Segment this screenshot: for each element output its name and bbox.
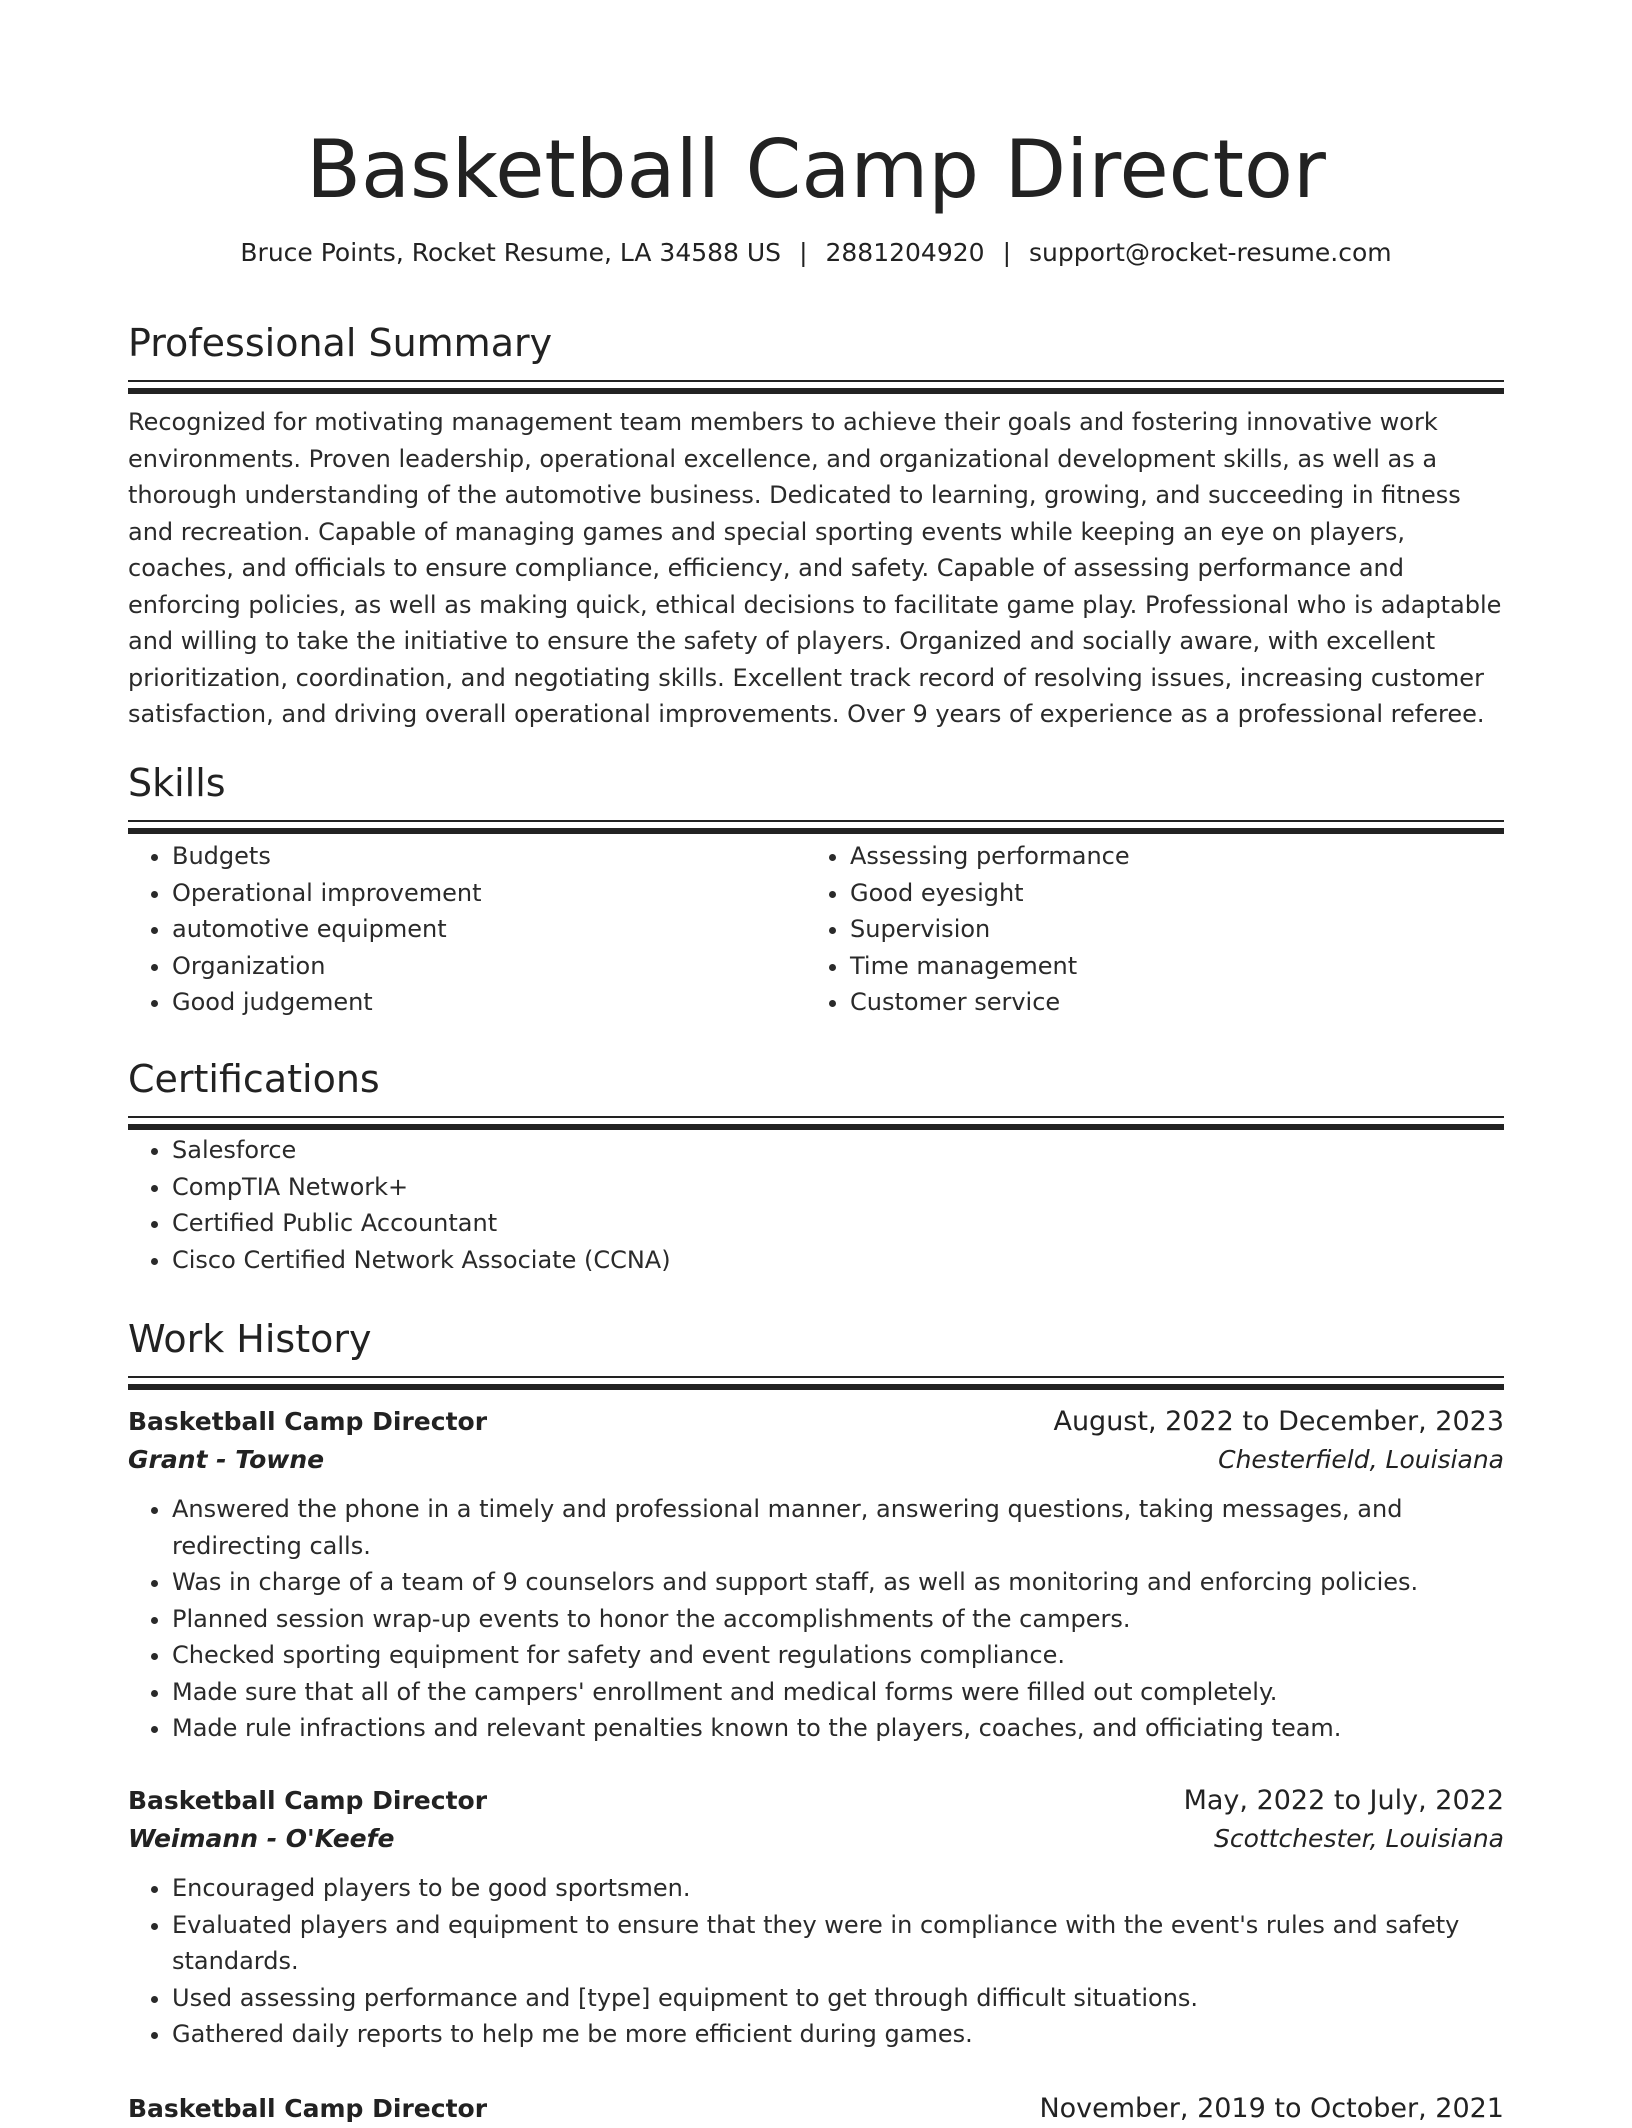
skills-list-left [128, 838, 806, 1021]
job-dates: November, 2019 to October, 2021 [1039, 2093, 1504, 2124]
job-location: Scottchester, Louisiana [1213, 1824, 1504, 1853]
skill-item: • Time management [850, 948, 1550, 985]
job-bullet: • Encouraged players to be good sportsmen. [172, 1870, 1504, 1907]
certification-item: • Certified Public Accountant [172, 1205, 1504, 1242]
resume-page [128, 0, 1504, 2124]
skill-item: • Customer service [850, 984, 1550, 1021]
section-divider [128, 820, 1504, 822]
job-bullet: • Made rule infractions and relevant penalties known to the players, coaches, and officiating team. [172, 1710, 1504, 1747]
summary-text: Recognized for motivating management team members to achieve their goals and fostering innovative work environments. Proven leadership, operational excellence, and organizational development skills, as well as a thorough understanding of the automotive business. Dedicated to learning, growing, and succeeding in fitness and recreation. Capable of managing games and special sporting events while keeping an eye on players, coaches, and officials to ensure compliance, efficiency, and safety. Capable of assessing performance and enforcing policies, as well as making quick, ethical decisions to facilitate game play. Professional who is adaptable and willing to take the initiative to ensure the safety of players. Organized and socially aware, with excellent prioritization, coordination, and negotiating skills. Excellent track record of resolving issues, increasing customer satisfaction, and driving overall operational improvements. Over 9 years of experience as a professional referee. [128, 408, 1502, 728]
job-location: Chesterfield, Louisiana [1218, 1445, 1504, 1474]
section-heading-skills: Skills [128, 761, 226, 805]
job-title: Basketball Camp Director [128, 1407, 488, 1436]
section-heading-work-history: Work History [128, 1317, 372, 1361]
skills-list-right [806, 838, 1550, 1021]
certification-item: • Cisco Certified Network Associate (CCNA) [172, 1242, 1504, 1279]
job-title: Basketball Camp Director [128, 2094, 488, 2123]
contact-email[interactable]: support@rocket-resume.com [1029, 238, 1392, 267]
job-subheader [128, 1441, 1504, 1479]
skill-item: • Operational improvement [172, 875, 806, 912]
section-divider [128, 1116, 1504, 1118]
job-subheader [128, 1820, 1504, 1858]
certification-item: • CompTIA Network+ [172, 1169, 1504, 1206]
job-bullet: • Made sure that all of the campers' enrollment and medical forms were filled out completely. [172, 1674, 1504, 1711]
job-bullet: • Evaluated players and equipment to ensure that they were in compliance with the event's rules and safety standards. [172, 1907, 1504, 1980]
job-dates: August, 2022 to December, 2023 [1053, 1406, 1504, 1437]
certification-item: • Salesforce [172, 1132, 1504, 1169]
job-title: Basketball Camp Director [128, 1786, 488, 1815]
skill-item: • Organization [172, 948, 806, 985]
contact-phone: 2881204920 [825, 238, 985, 267]
skill-item: • Good judgement [172, 984, 806, 1021]
job-header [128, 1403, 1504, 1441]
job-bullet: • Gathered daily reports to help me be more efficient during games. [172, 2016, 1504, 2053]
section-divider [128, 1376, 1504, 1378]
job-bullet: • Planned session wrap-up events to honor the accomplishments of the campers. [172, 1601, 1504, 1638]
skill-item: • automotive equipment [172, 911, 806, 948]
job-bullet: • Was in charge of a team of 9 counselors and support staff, as well as monitoring and enforcing policies. [172, 1564, 1504, 1601]
resume-title: Basketball Camp Director [306, 123, 1326, 216]
summary-section [128, 318, 1504, 733]
job-header [128, 2090, 1504, 2128]
skill-item: • Budgets [172, 838, 806, 875]
job-company: Grant - Towne [128, 1445, 325, 1474]
section-divider [128, 380, 1504, 382]
skill-item: • Supervision [850, 911, 1550, 948]
contact-separator: | [799, 238, 808, 267]
contact-address: Bruce Points, Rocket Resume, LA 34588 US [240, 238, 782, 267]
work-history-section [128, 1314, 1504, 1378]
job-entry [128, 2090, 1504, 2128]
certifications-list [128, 1132, 1504, 1278]
job-bullet-list [128, 1491, 1504, 1747]
section-heading-certifications: Certifications [128, 1057, 380, 1101]
job-entry [128, 1782, 1504, 2053]
contact-separator: | [1002, 238, 1011, 267]
job-entry [128, 1403, 1504, 1747]
job-bullet: • Answered the phone in a timely and professional manner, answering questions, taking messages, and redirecting calls. [172, 1491, 1504, 1564]
skills-section [128, 758, 1504, 1021]
job-bullet-list [128, 1870, 1504, 2053]
section-heading-summary: Professional Summary [128, 321, 553, 365]
job-header [128, 1782, 1504, 1820]
job-bullet: • Checked sporting equipment for safety and event regulations compliance. [172, 1637, 1504, 1674]
job-company: Weimann - O'Keefe [128, 1824, 395, 1853]
certifications-section [128, 1054, 1504, 1278]
skills-grid [128, 838, 1504, 1021]
contact-line [128, 236, 1504, 270]
job-bullet: • Used assessing performance and [type] equipment to get through difficult situations. [172, 1980, 1504, 2017]
skill-item: • Assessing performance [850, 838, 1550, 875]
skill-item: • Good eyesight [850, 875, 1550, 912]
job-dates: May, 2022 to July, 2022 [1183, 1785, 1504, 1816]
